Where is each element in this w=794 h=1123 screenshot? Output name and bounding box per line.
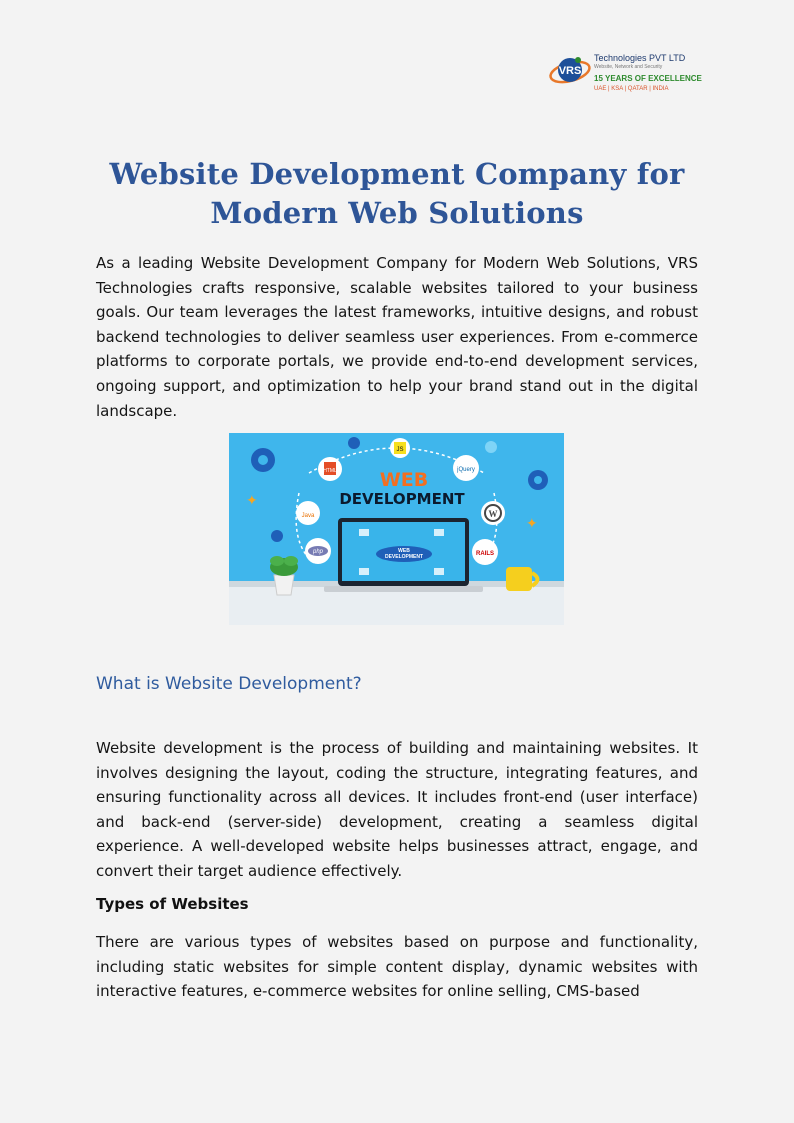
svg-text:Java: Java <box>301 513 315 519</box>
logo-company-name: Technologies PVT LTD <box>594 53 686 63</box>
svg-text:RAILS: RAILS <box>476 551 494 557</box>
vrs-logo-mark-icon <box>548 52 594 92</box>
types-subheading: Types of Websites <box>96 895 249 913</box>
html-badge <box>318 457 342 481</box>
gear-icon <box>528 470 548 490</box>
company-logo <box>548 52 708 98</box>
svg-text:W: W <box>488 509 498 519</box>
js-badge <box>390 438 410 458</box>
hero-development-text: DEVELOPMENT <box>339 490 465 508</box>
section-paragraph: Website development is the process of building and maintaining websites. It involves designing the layout, coding the structure, integrating features, and ensuring functionality across all devices. It includes front-end (user interface) and back-end (server-side) development, creating a seamless digital experience. A well-developed website helps businesses attract, engage, and convert their target audience effectively. <box>96 739 698 880</box>
svg-text:php: php <box>312 549 324 555</box>
svg-text:jQuery: jQuery <box>457 467 475 473</box>
types-paragraph: There are various types of websites based on purpose and functionality, including static websites for simple content display, dynamic websites with interactive features, e-commerce websites for online selling, CMS-based <box>96 933 698 1001</box>
gear-icon <box>348 437 360 449</box>
gear-icon <box>485 441 497 453</box>
php-badge <box>305 538 331 564</box>
gear-icon <box>251 448 275 472</box>
rails-badge <box>472 539 498 565</box>
wordpress-icon <box>481 501 505 525</box>
gear-icon <box>271 530 283 542</box>
hero-web-text: WEB <box>379 469 429 491</box>
svg-text:WEB: WEB <box>398 548 410 554</box>
svg-text:JS: JS <box>396 447 404 453</box>
section-heading: What is Website Development? <box>96 674 362 694</box>
logo-mark-text: VRS <box>558 65 582 77</box>
java-badge <box>296 501 320 525</box>
laptop-icon <box>324 518 483 592</box>
logo-tagline: Website, Network and Security <box>594 64 663 70</box>
sparkle-icon: ✦ <box>526 516 538 532</box>
logo-regions: UAE | KSA | QATAR | INDIA <box>594 86 669 92</box>
intro-paragraph: As a leading Website Development Company for Modern Web Solutions, VRS Technologies crafts responsive, scalable websites tailored to your business goals. Our team leverages the latest frameworks, intuitive designs, and robust backend technologies to deliver seamless user experiences. From e-commerce platforms to corporate portals, we provide end-to-end development services, ongoing support, and optimization to help your brand stand out in the digital landscape. <box>96 254 698 420</box>
jquery-badge <box>453 455 479 481</box>
svg-text:DEVELOPMENT: DEVELOPMENT <box>384 554 424 560</box>
svg-text:HTML: HTML <box>323 468 337 474</box>
sparkle-icon: ✦ <box>246 493 258 509</box>
logo-years-badge: 15 YEARS OF EXCELLENCE <box>594 74 702 83</box>
page-title: Website Development Company for Modern Web Solutions <box>109 157 685 231</box>
hero-image <box>229 433 564 625</box>
